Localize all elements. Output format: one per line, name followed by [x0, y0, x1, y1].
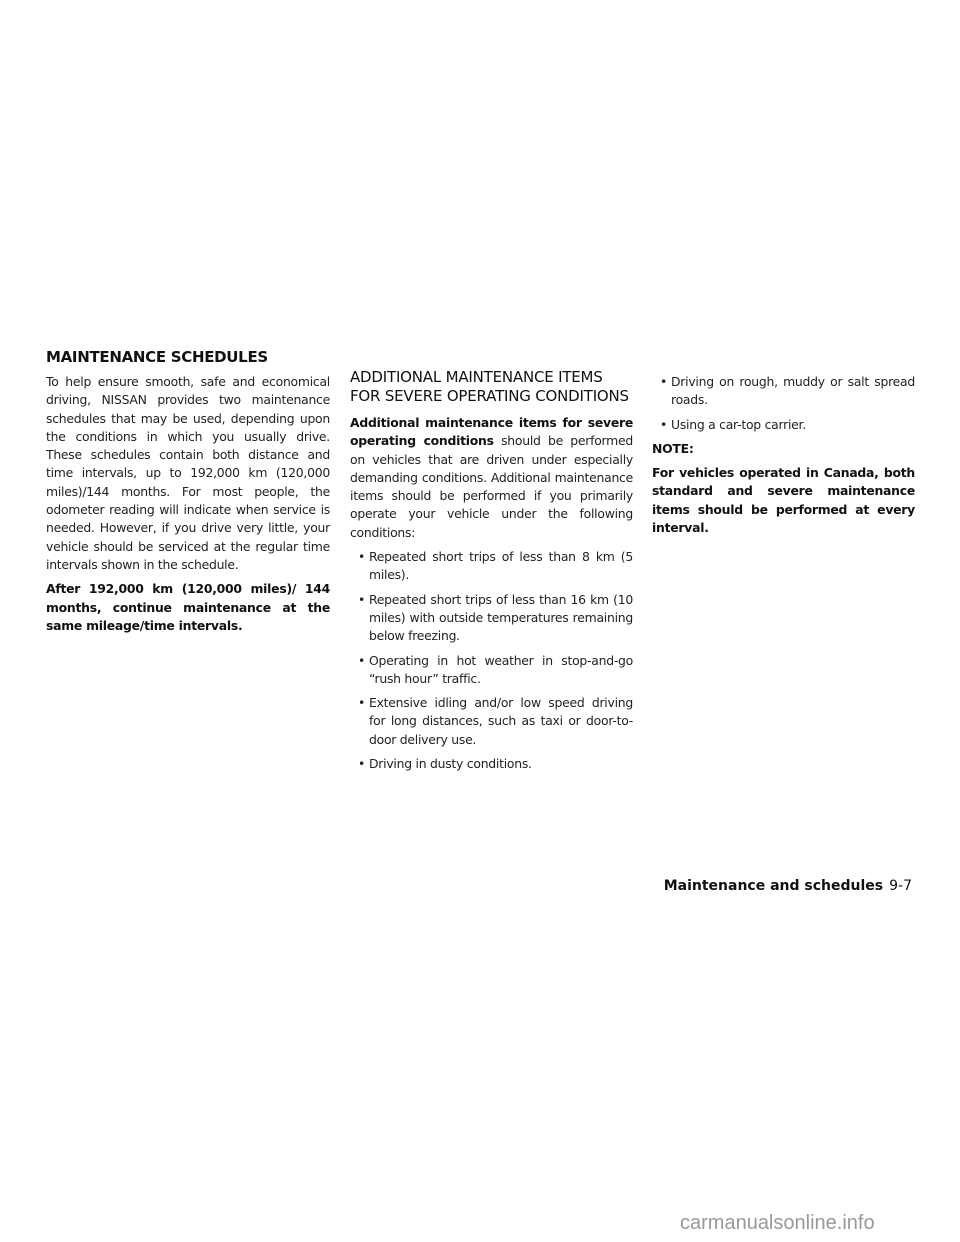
list-item: • Driving on rough, muddy or salt spread roads. [660, 374, 915, 408]
note-text: For vehicles operated in Canada, both standard and severe maintenance items should be performed at every interval. [652, 465, 915, 536]
list-item: • Driving in dusty conditions. [358, 756, 532, 772]
section-title: MAINTENANCE SCHEDULES [46, 348, 268, 366]
severe-intro-bold: Additional maintenance items for severe operating conditions [350, 415, 633, 449]
list-item: • Repeated short trips of less than 16 km (10 miles) with outside temperatures remaining below freezing. [358, 591, 633, 644]
conditions-list [350, 548, 633, 773]
severe-intro [350, 414, 633, 542]
note-label: NOTE: [652, 440, 694, 456]
severe-intro-text: should be performed on vehicles that are driven under especially demanding conditions. Additional maintenance items should be performed if you primarily operate your vehicle under the following conditions: [350, 433, 633, 540]
list-item: • Using a car-top carrier. [660, 416, 806, 432]
conditions-list-continued [652, 373, 915, 434]
intro-paragraph: To help ensure smooth, safe and economical driving, NISSAN provides two maintenance schedules that may be used, depending upon the conditions in which you usually drive. These schedules contain both distance and time intervals, up to 192,000 km (120,000 miles)/144 months. For most people, the odometer reading will indicate when service is needed. However, if you drive very little, your vehicle should be serviced at the regular time intervals shown in the schedule. [46, 374, 330, 572]
watermark: carmanualsonline.info [680, 1212, 875, 1234]
chapter-title: Maintenance and schedules [663, 878, 884, 894]
column-1 [46, 373, 330, 641]
list-item: • Repeated short trips of less than 8 km (5 miles). [358, 549, 633, 583]
page-footer [664, 878, 912, 894]
page-number: 9-7 [889, 878, 912, 894]
list-item: • Operating in hot weather in stop-and-go “rush hour” traffic. [358, 652, 633, 686]
column-2 [350, 368, 633, 779]
subsection-heading: ADDITIONAL MAINTENANCE ITEMS FOR SEVERE OPERATING CONDITIONS [350, 368, 629, 405]
list-item: • Extensive idling and/or low speed driving for long distances, such as taxi or door-to-door delivery use. [358, 695, 633, 747]
interval-note: After 192,000 km (120,000 miles)/ 144 months, continue maintenance at the same mileage/time intervals. [46, 581, 330, 633]
column-3 [652, 373, 915, 543]
